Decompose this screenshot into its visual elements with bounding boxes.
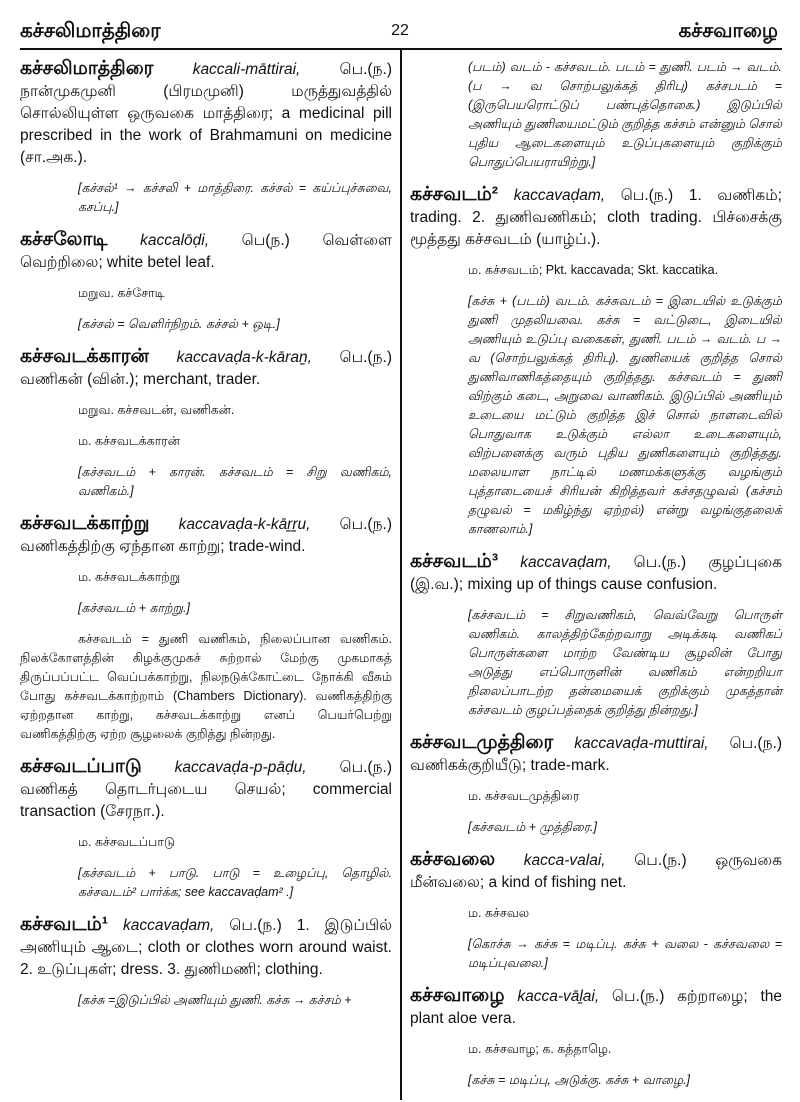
- entry-headword: கச்சவடம்²: [410, 184, 499, 205]
- dictionary-entry: [410, 849, 782, 894]
- entry-note: [கச்சு + (படம்) வடம். கச்சுவடம் = இடையில் உடுக்கும் துணி முதலியவை. கச்சு = வட்டுடை, இடையில் அணியும் உடுப்பு வகைகள், துணி. படம் → வடம். ப → வ (சொற்பலுக்கத் திரிபு). துணியைக் குறித்த சொல் துணிவாணிகத்தையும் குறித்தது. கச்சவடம் = துணி விற்கும் கடை, அறுவை வாணிகம். இடுப்பில் அணியும் உடையை மட்டும் குறித்த இச் சொல் நாளடைவில் பொதுவாக உடுக்கும் எல்லா உடைகளையும், விற்பனைக்கு வரும் புதிய துணிகளையும் குறித்தது. மலையாள நாட்டில் மணமக்களுக்கு வழங்கும் புத்தாடையைச் சிரியன் கிறித்தவர் கச்சதழுவல் (கச்சம் தழுவல் = மகிழ்ந்து ஏற்றல்) என்று வழங்குதலைக் காணலாம்.]: [468, 294, 782, 536]
- entry-transliteration: kaccali-māttirai,: [192, 61, 301, 78]
- entry-headword: கச்சவடமுத்திரை: [410, 732, 554, 753]
- column-divider: [400, 50, 402, 1100]
- entry-transliteration: kaccavaḍam,: [520, 554, 612, 571]
- entry-note: ம. கச்சவடமுத்திரை: [468, 789, 580, 803]
- entry-note: ம. கச்சவடக்காரன்: [78, 434, 180, 448]
- entry-note: ம. கச்சவடக்காற்று: [78, 570, 181, 584]
- entry-note: [கச்சவடம் + முத்திரை.]: [468, 820, 598, 834]
- dictionary-entry: [20, 513, 392, 558]
- entry-note: ம. கச்சவடப்பாடு: [78, 835, 176, 849]
- entry-note: [கச்சு =இடுப்பில் அணியும் துணி. கச்சு → கச்சம் +: [78, 993, 352, 1007]
- entry-note: மறுவ. கச்சவடன், வணிகன்.: [78, 403, 235, 417]
- entry-transliteration: kaccavaḍa-p-pāḍu,: [174, 759, 307, 776]
- entry-transliteration: kaccavaḍam,: [123, 917, 215, 934]
- entry-headword: கச்சவடம்¹: [20, 914, 109, 935]
- entry-definition: பெ.(ந.) வணிகத்திற்கு ஏந்தான காற்று; trade-wind.: [20, 516, 392, 555]
- entry-definition: பெ.(ந.) ஒருவகை மீன்வலை; a kind of fishing net.: [410, 852, 783, 891]
- dictionary-entry: [410, 985, 782, 1030]
- dictionary-entry: [20, 229, 392, 274]
- entry-definition: பெ.(ந.) குழப்புகை (இ.வ.); mixing up of things cause confusion.: [410, 554, 783, 593]
- entry-headword: கச்சவலை: [410, 849, 496, 870]
- entry-headword: கச்சலோடி: [20, 229, 108, 250]
- entry-headword: கச்சவடக்காரன்: [20, 346, 149, 367]
- entry-headword: கச்சவாழை: [410, 985, 505, 1006]
- left-column: [20, 58, 392, 1022]
- dictionary-entry: [410, 551, 782, 596]
- entry-note: [கச்சவடம் + காரன். கச்சவடம் = சிறு வணிகம், வணிகம்.]: [78, 465, 392, 498]
- entry-note: ம. கச்சவாழ; க. கத்தாழெ.: [468, 1042, 612, 1056]
- dictionary-entry: [20, 346, 392, 391]
- right-guide-word: கச்சவாழை: [678, 20, 778, 42]
- entry-definition: பெ.(ந.) வணிகத் தொடர்புடைய செயல்; commercial transaction (சேரநா.).: [20, 759, 392, 820]
- entry-headword: கச்சலிமாத்திரை: [20, 58, 154, 79]
- dictionary-entry: [20, 58, 392, 169]
- entry-note: [கச்சவடம் + பாடு. பாடு = உழைப்பு, தொழில். கச்சவடம்² பார்க்க; see kaccavaḍam² .]: [78, 866, 392, 899]
- entry-note: மறுவ. கச்சோடி: [78, 286, 165, 300]
- entry-transliteration: kaccavaḍam,: [513, 187, 606, 204]
- dictionary-entry: [20, 914, 392, 981]
- entry-definition: பெ.(ந.) 1. வணிகம்; trading. 2. துணிவணிகம்; cloth trading. பிச்சைக்கு மூத்தது கச்சவடம் (யாழ்ப்.).: [410, 187, 782, 248]
- entry-transliteration: kacca-valai,: [523, 852, 606, 869]
- dictionary-entry: [410, 184, 782, 251]
- entry-note: [கச்சல் = வெளிர்நிறம். கச்சல் + ஒடி.]: [78, 317, 280, 331]
- dictionary-entry: [410, 732, 782, 777]
- left-guide-word: கச்சலிமாத்திரை: [20, 20, 161, 42]
- entry-definition: பெ.(ந.) நான்முகமுனி (பிரமமுனி) மருத்துவத்தில் சொல்லியுள்ள ஒருவகை மாத்திரை; a medicinal pill prescribed in the work of Brahmamuni on medicine (சா.அக.).: [20, 61, 393, 166]
- entry-note: ம. கச்சவடம்; Pkt. kaccavada; Skt. kaccatika.: [468, 263, 719, 277]
- entry-definition: பெ.(ந.) 1. இடுப்பில் அணியும் ஆடை; cloth or clothes worn around waist. 2. உடுப்புகள்; dress. 3. துணிமணி; clothing.: [20, 917, 392, 978]
- entry-headword: கச்சவடப்பாடு: [20, 756, 142, 777]
- entry-note: [கச்சு = மடிப்பு, அடுக்கு. கச்சு + வாழை.]: [468, 1073, 691, 1087]
- entry-note: கச்சவடம் = துணி வணிகம், நிலைப்பான வணிகம். நிலக்கோளத்தின் கிழக்குமுகச் சுற்றால் மேற்கு முகமாகத் திருப்பப்பட்ட வெப்பக்காற்று, நிலநடுக்கோட்டை நோக்கி வீசும் போது கச்சவடக்காற்றாம் (Chambers Dictionary). வணிகத்திற்கு ஏற்றதான காற்று, கச்சவடக்காற்று எனப் பெயர்பெற்று வணிகத்திற்கு ஏற்ற சூழலைக் குறித்து நின்றது.: [20, 632, 392, 741]
- entry-note: [கச்சவடம் = சிறுவணிகம், வெவ்வேறு பொருள் வணிகம். காலத்திற்கேற்றவாறு அடிக்கடி வணிகப் பொருள்களை மாற்ற வேண்டிய சூழலின் போது அடுத்து எப்பொருளின் வணிகம் என்றறியா நிலைப்பாடற்ற தன்மையைக் குறிக்கும் முகத்தான் கச்சவடம் குழப்பத்தைக் குறித்து நின்றது.]: [468, 608, 782, 717]
- page-number: 22: [391, 22, 409, 39]
- page-header: [0, 0, 800, 48]
- entry-transliteration: kaccavaḍa-k-kāṟṟu,: [178, 516, 311, 533]
- entry-definition: பெ.(ந.) வணிகன் (வின்.); merchant, trader.: [20, 349, 393, 388]
- entry-definition: பெ.(ந.) கற்றாழை; the plant aloe vera.: [410, 988, 782, 1027]
- entry-headword: கச்சவடம்³: [410, 551, 499, 572]
- entry-definition: பெ(ந.) வெள்ளை வெற்றிலை; white betel leaf.: [20, 232, 392, 271]
- entry-transliteration: kaccalōḍi,: [140, 232, 210, 249]
- entry-transliteration: kaccavaḍa-muttirai,: [574, 735, 709, 752]
- entry-note: ம. கச்சவல: [468, 906, 530, 920]
- entry-headword: கச்சவடக்காற்று: [20, 513, 150, 534]
- entry-note: [கொச்சு → கச்சு = மடிப்பு. கச்சு + வலை - கச்சவலை = மடிப்புவலை.]: [468, 937, 782, 970]
- entry-transliteration: kacca-vāḻai,: [517, 988, 600, 1005]
- entry-note: [கச்சவடம் + காற்று.]: [78, 601, 190, 615]
- right-column: [410, 58, 782, 1102]
- entry-transliteration: kaccavaḍa-k-kāraṉ,: [176, 349, 312, 366]
- dictionary-entry: [20, 756, 392, 823]
- entry-definition: பெ.(ந.) வணிகக்குறியீடு; trade-mark.: [410, 735, 782, 774]
- entry-note: (படம்) வடம் - கச்சவடம். படம் = துணி. படம் → வடம். (ப → வ சொற்பலுக்கத் திரிபு) கச்சபடம் = (இருபெயரொட்டுப் பண்புத்தொகை.) இடுப்பில் அணியும் துணியைமட்டும் குறித்த கச்சம் என்னும் சொல் புதிய ஆடைகளையும் உடுப்புகளையும் குறிக்கும் பொதுப்பெயராயிற்று.]: [468, 60, 782, 169]
- entry-note: [கச்சல்¹ → கச்சலி + மாத்திரை. கச்சல் = கய்ப்புச்சுவை, கசப்பு.]: [78, 181, 392, 214]
